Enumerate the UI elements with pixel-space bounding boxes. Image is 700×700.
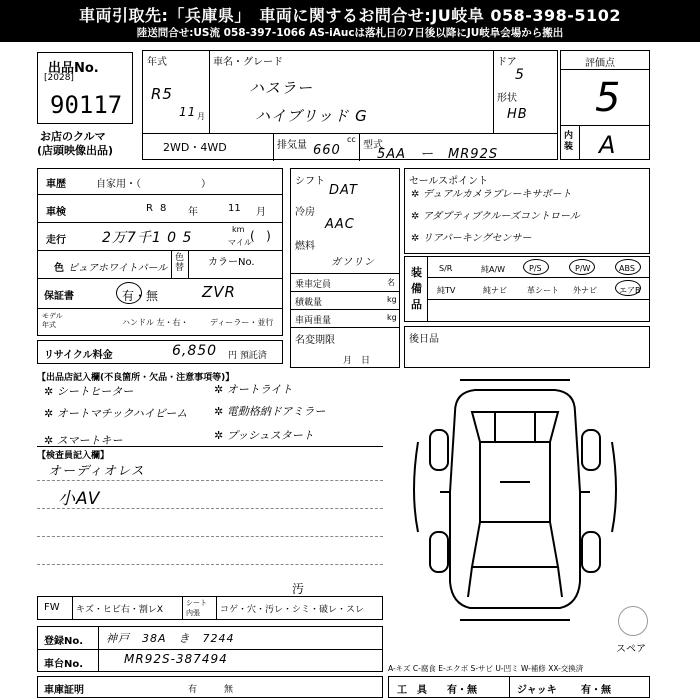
exhibitor-left-1 xyxy=(44,383,133,399)
spare-label: スペア xyxy=(616,644,646,655)
recycle-box xyxy=(37,340,283,364)
equip-abs: ABS xyxy=(619,264,635,273)
chassis-value: MR92S-387494 xyxy=(124,652,228,666)
score-value: 5 xyxy=(595,75,621,121)
cert-label: 車庫証明 xyxy=(44,685,84,696)
lot-number-box xyxy=(37,52,133,124)
inspection-month: 11 xyxy=(228,203,241,214)
warranty-value: 有・無 xyxy=(122,289,159,303)
mileage-label: 走行 xyxy=(46,235,66,246)
sales-point-3 xyxy=(411,229,531,244)
shop-note: お店のクルマ xyxy=(40,130,106,143)
exhibitor-label: 【出品店記入欄(不良箇所・欠品・注意事項等)】 xyxy=(37,373,235,383)
inspector-line-1: オーディオレス xyxy=(48,464,145,479)
equip-airbag-circle xyxy=(615,280,641,296)
sales-point-text: アダプティブクルーズコントロール xyxy=(422,211,580,222)
name-label: 車名・グレード xyxy=(213,57,283,68)
jack-value: 有・無 xyxy=(581,685,611,696)
model-label: 型式 xyxy=(363,140,383,151)
weight-unit: kg xyxy=(387,313,397,322)
recycle-label: リサイクル料金 xyxy=(44,350,113,361)
score-box xyxy=(560,50,650,160)
inspection-label: 車検 xyxy=(46,207,66,218)
handle-label: ハンドル 左・右・ xyxy=(122,318,189,327)
header-bar xyxy=(0,0,700,42)
star-icon: ✲ xyxy=(411,233,423,244)
mileage-unit-km: km xyxy=(232,225,245,234)
sales-point-text: デュアルカメラブレーキサポート xyxy=(422,189,572,200)
equip-aw: 純A/W xyxy=(481,265,506,274)
star-icon: ✲ xyxy=(411,211,423,222)
exhibitor-right-2 xyxy=(214,403,325,419)
sales-point-2 xyxy=(411,207,580,222)
recycle-value: 6,850 xyxy=(172,343,218,359)
star-icon: ✲ xyxy=(44,434,57,447)
equipment-box xyxy=(404,256,650,322)
exhibitor-right-1 xyxy=(214,381,292,397)
equip-ps: P/S xyxy=(529,264,542,273)
details-box xyxy=(37,168,283,336)
aftermarket-label: 後日品 xyxy=(409,334,439,345)
aftermarket-box xyxy=(404,326,650,368)
exhibitor-item: スマートキー xyxy=(56,434,123,447)
equip-airbag: エアB xyxy=(619,286,641,295)
star-icon: ✲ xyxy=(214,405,227,418)
ac-label: 冷房 xyxy=(295,207,315,218)
capacity-unit: 名 xyxy=(387,278,395,287)
fw-label: FW xyxy=(44,602,60,613)
inspection-prefix: R xyxy=(146,203,153,214)
exhibitor-item: プッシュスタート xyxy=(226,429,314,442)
exhibitor-item: 電動格納ドアミラー xyxy=(226,405,326,418)
header-contact-line: 車両引取先:「兵庫県」 車両に関するお問合せ:JU岐阜 058-398-5102 xyxy=(79,6,621,25)
fuel-value: ガソリン xyxy=(331,257,375,268)
sales-point-1 xyxy=(411,185,571,200)
history-label: 車歴 xyxy=(46,179,66,190)
shape-value: HB xyxy=(507,107,528,122)
month-value: 11 xyxy=(179,105,197,119)
tools-box xyxy=(388,676,650,698)
equip-abs-circle xyxy=(615,259,641,275)
star-icon: ✲ xyxy=(214,429,227,442)
exhibitor-left-2 xyxy=(44,405,187,421)
lot-label: 出品No. xyxy=(48,61,99,76)
fuel-label: 燃料 xyxy=(295,241,315,252)
dealer-label: ディーラー・並行 xyxy=(210,318,274,327)
spare-tire-icon xyxy=(618,606,648,636)
warranty-circle xyxy=(116,282,142,304)
reg-change-label: 名変期限 xyxy=(295,335,335,346)
history-value: 自家用・（ ） xyxy=(96,179,211,190)
month-unit: 月 xyxy=(197,112,205,121)
score-label: 評価点 xyxy=(585,58,615,69)
equip-navi: 純ナビ xyxy=(483,286,507,295)
grade-value: ハイブリッド G xyxy=(255,107,368,125)
load-label: 積載量 xyxy=(295,298,323,308)
shape-label: 形状 xyxy=(497,93,517,104)
doors-value: 5 xyxy=(515,67,525,83)
star-icon: ✲ xyxy=(411,189,423,200)
equip-pw-circle xyxy=(569,259,595,275)
doors-label: ドア xyxy=(497,57,517,68)
lot-number: 90117 xyxy=(50,91,123,119)
registration-label: 登録No. xyxy=(44,636,84,647)
capacity-label: 乗車定員 xyxy=(295,280,332,290)
weight-label: 車両重量 xyxy=(295,316,332,326)
fw-row xyxy=(37,596,383,620)
sheet-label-2: 内張 xyxy=(186,609,200,617)
mileage-paren: ( ) xyxy=(250,229,271,243)
equip-leather: 革シート xyxy=(527,286,559,295)
shift-value: DAT xyxy=(329,183,358,198)
displacement-value: 660 xyxy=(313,143,341,158)
mileage-unit-mile: マイル xyxy=(228,238,252,247)
exhibitor-item: オートライト xyxy=(226,383,293,396)
lot-sub-code: [2028] xyxy=(44,73,74,83)
color-change-label: 色替 xyxy=(175,253,185,273)
equip-ps-circle xyxy=(523,259,549,275)
spec-box xyxy=(290,168,400,368)
cert-box xyxy=(37,676,383,698)
reg-change-unit: 月 日 xyxy=(343,356,371,366)
color-no-label: カラーNo. xyxy=(208,257,255,268)
displacement-unit: cc xyxy=(347,135,356,144)
shop-note-sub: (店頭映像出品) xyxy=(37,144,114,157)
ac-value: AAC xyxy=(325,217,355,232)
exhibitor-right-3 xyxy=(214,427,314,443)
exhibitor-item: シートヒーター xyxy=(56,385,134,398)
chassis-label: 車台No. xyxy=(44,659,84,670)
interior-label: 内装 xyxy=(564,131,574,152)
warranty-label: 保証書 xyxy=(44,291,74,302)
jack-label: ジャッキ xyxy=(517,685,557,696)
displacement-label: 排気量 xyxy=(277,140,307,151)
equip-sr: S/R xyxy=(439,264,453,273)
equipment-label: 装備品 xyxy=(411,266,422,311)
inspector-label: 【検査員記入欄】 xyxy=(37,451,110,461)
color-no-value: ZVR xyxy=(202,283,236,301)
diagram-note: 汚 xyxy=(292,582,305,596)
model-value: 5AA ー MR92S xyxy=(377,147,499,162)
fw-items: キズ・ヒビ右・割レX xyxy=(76,605,163,615)
star-icon: ✲ xyxy=(44,385,57,398)
sheet-label: シート xyxy=(186,599,207,607)
header-transport-line: 陸送問合せ:US流 058-397-1066 AS-iAucは落札日の7日後以降にJU岐阜会場から搬出 xyxy=(136,27,564,39)
tools-label: 工 具 xyxy=(397,685,427,696)
star-icon: ✲ xyxy=(44,407,57,420)
tools-value: 有・無 xyxy=(447,685,477,696)
inspector-line-2: 小AV xyxy=(58,489,101,509)
name-value: ハスラー xyxy=(249,79,314,97)
year-label: 年式 xyxy=(147,57,167,68)
shift-label: シフト xyxy=(295,176,325,187)
color-label: 色 xyxy=(54,263,64,274)
color-value: ピュアホワイトパール xyxy=(68,263,168,274)
year-value: R5 xyxy=(151,85,173,103)
load-unit: kg xyxy=(387,295,397,304)
inspection-year: 8 xyxy=(160,203,167,214)
registration-value: 神戸 38A き 7244 xyxy=(106,632,235,645)
damage-legend: A-キズ C-腐食 E-エクボ S-サビ U-凹ミ W-補修 XX-交換済 xyxy=(388,664,584,673)
drive-label: 2WD・4WD xyxy=(163,141,227,154)
sales-points-box xyxy=(404,168,650,254)
equip-tv: 純TV xyxy=(437,286,456,295)
inspection-month-unit: 月 xyxy=(256,207,266,218)
interior-value: A xyxy=(599,131,616,159)
equip-pw: P/W xyxy=(575,264,591,273)
equip-ext-navi: 外ナビ xyxy=(573,286,597,295)
sales-point-text: リアパーキングセンサー xyxy=(422,233,532,244)
mileage-value: 2万7千1 0 5 xyxy=(102,230,193,246)
registration-box xyxy=(37,626,383,672)
model-year-label: モデル年式 xyxy=(42,312,63,329)
sales-points-label: セールスポイント xyxy=(409,176,489,187)
cert-value: 有 無 xyxy=(188,685,234,695)
sheet-items: コゲ・穴・汚レ・シミ・破レ・スレ xyxy=(220,605,365,615)
car-diagram xyxy=(400,372,630,632)
exhibitor-item: オートマチックハイビーム xyxy=(56,407,188,420)
vehicle-info-box xyxy=(142,50,558,160)
star-icon: ✲ xyxy=(214,383,227,396)
inspection-year-unit: 年 xyxy=(188,207,198,218)
recycle-unit: 円 預託済 xyxy=(228,351,267,361)
